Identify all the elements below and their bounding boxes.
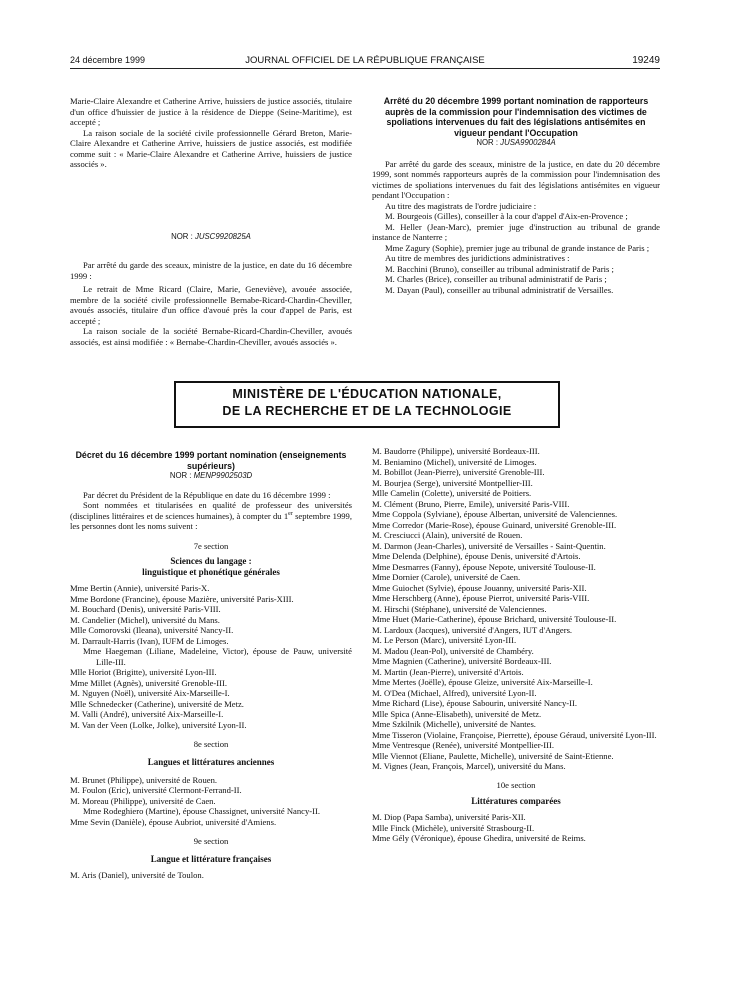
list-item: Mlle Spica (Anne-Elisabeth), université de Metz.: [372, 708, 542, 719]
paragraph: [70, 500, 352, 532]
nor-code: JUSC9920825A: [194, 231, 251, 241]
list-item: M. Vignes (Jean, François, Marcel), université du Mans.: [372, 761, 566, 771]
list-item: M. Valli (André), université Aix-Marseille-I.: [70, 709, 224, 719]
nor-label: NOR :: [171, 231, 193, 241]
list-item: Mlle Viennot (Eliane, Paulette, Michelle), université de Saint-Etienne.: [372, 750, 614, 761]
list-item: Mme Szkilnik (Michelle), université de Nantes.: [372, 719, 536, 729]
list-item: Mme Corredor (Marie-Rose), épouse Guinard, université Grenoble-III.: [372, 519, 617, 530]
paragraph-text: Sont nommées et titularisées en qualité de professeur des universités (disciplines littéraires et de sciences humaines), à compter du 1: [70, 500, 352, 521]
list-item: M. Van der Veen (Lolke, Jolke), université Lyon-II.: [70, 719, 247, 730]
section-subtitle: Langues et littératures anciennes: [147, 756, 275, 767]
nor-label: NOR :: [476, 138, 498, 147]
section-subtitle: linguistique et phonétique générales: [142, 567, 280, 577]
list-item: M. Bobillot (Jean-Pierre), université Grenoble-III.: [372, 467, 545, 477]
page-header: [70, 55, 660, 69]
nor-reference: [70, 232, 352, 243]
list-item: M. Diop (Papa Samba), université Paris-XII.: [372, 812, 526, 822]
nor-code: JUSA9900284A: [500, 138, 556, 147]
list-item: Mme Ventresque (Renée), université Montpellier-III.: [372, 740, 554, 750]
list-item: Mme Dornier (Carole), université de Caen.: [372, 572, 521, 582]
paragraph: Le retrait de Mme Ricard (Claire, Marie, Geneviève), avouée associée, membre de la société civile professionnelle Bernabe-Ricard-Chardin-Cheviller, avoués associés, titulaire d'un office d'avoué près la cour d'appel de Paris, est accepté ;: [70, 284, 352, 326]
list-item: M. Nguyen (Noël), université Aix-Marseille-I.: [70, 688, 230, 698]
list-item: Mme Richard (Lise), épouse Sabourin, université Nancy-II.: [372, 698, 577, 708]
list-item: M. Lardoux (Jacques), université d'Angers, IUT d'Angers.: [372, 624, 573, 635]
list-item: Mlle Schnedecker (Catherine), université de Metz.: [70, 698, 244, 709]
header-rule: [70, 68, 660, 69]
ministry-heading-line1: MINISTÈRE DE L'ÉDUCATION NATIONALE,: [232, 387, 502, 401]
header-date: 24 décembre 1999: [70, 55, 146, 65]
list-item: Mme Magnien (Catherine), université Bordeaux-III.: [372, 656, 552, 666]
list-item: M. Darmon (Jean-Charles), université de Versailles - Saint-Quentin.: [372, 540, 606, 551]
section-subtitle: Sciences du langage :: [170, 556, 252, 566]
list-item: Mme Rodeghiero (Martine), épouse Chassignet, université Nancy-II.: [83, 806, 320, 816]
column-right-bottom: [372, 446, 660, 844]
list-item: Mme Desmarres (Fanny), épouse Nepote, université Toulouse-II.: [372, 561, 596, 572]
list-item: Mme Zagury (Sophie), premier juge au tribunal de grande instance de Paris ;: [385, 242, 650, 253]
list-item: Mlle Horiot (Brigitte), université Lyon-III.: [70, 667, 217, 677]
list-item: M. Charles (Brice), conseiller au tribunal administratif de Paris ;: [385, 274, 607, 284]
list-item: M. Bacchini (Bruno), conseiller au tribunal administratif de Paris ;: [385, 263, 614, 274]
section-number: 9e section: [193, 836, 229, 846]
column-right-top: [372, 96, 660, 295]
list-item: M. Darrault-Harris (Ivan), IUFM de Limoges.: [70, 635, 229, 646]
list-item: M. Madou (Jean-Pol), université de Chambéry.: [372, 645, 534, 656]
nor-reference: [372, 138, 660, 149]
list-item: Mme Sevin (Danièle), épouse Aubriot, université d'Amiens.: [70, 816, 277, 827]
decree-title: Décret du 16 décembre 1999 portant nomination (enseignements supérieurs): [75, 450, 347, 471]
list-item: Mme Mertes (Joëlle), épouse Gleize, université Aix-Marseille-I.: [372, 677, 593, 687]
list-item: Mme Guiochet (Sylvie), épouse Jouanny, université Paris-XII.: [372, 582, 587, 593]
paragraph-text: septembre 1999, les personnes dont les noms suivent :: [70, 510, 352, 531]
paragraph: La raison sociale de la société Bernabe-Ricard-Chardin-Cheviller, avoués associés, est ainsi modifiée : « Bernabe-Chardin-Cheviller, avoués associés ».: [70, 326, 352, 347]
list-item: M. Cresciucci (Alain), université de Rouen.: [372, 530, 523, 540]
nor-code: MENP9902503D: [193, 471, 253, 480]
list-item: Mme Huet (Marie-Catherine), épouse Brichard, université Toulouse-II.: [372, 614, 617, 624]
decree-title: Arrêté du 20 décembre 1999 portant nomination de rapporteurs auprès de la commission pour l'indemnisation des victimes de spoliations intervenues du fait des législations antisémites en vigueur pendant l'Occupation: [383, 96, 649, 138]
paragraph: Marie-Claire Alexandre et Catherine Arrive, huissiers de justice associés, titulaire d'un office d'huissier de justice à la résidence de Dieppe (Seine-Maritime), est accepté ;: [70, 96, 352, 127]
header-journal-title: JOURNAL OFFICIEL DE LA RÉPUBLIQUE FRANÇAISE: [245, 55, 485, 66]
paragraph: Par décret du Président de la République en date du 16 décembre 1999 :: [83, 489, 331, 500]
section-number: 10e section: [496, 779, 536, 790]
list-item: M. Aris (Daniel), université de Toulon.: [70, 869, 204, 880]
list-item: Mme Gély (Véronique), épouse Ghedira, université de Reims.: [372, 833, 586, 843]
list-item: M. Clément (Bruno, Pierre, Emile), université Paris-VIII.: [372, 498, 570, 509]
nor-label: NOR :: [169, 471, 192, 480]
list-item: Mme Tisseron (Violaine, Françoise, Pierrette), épouse Géraud, université Lyon-III.: [372, 729, 657, 740]
list-item: M. Martin (Jean-Pierre), université d'Artois.: [372, 666, 524, 677]
list-item: Mme Haegeman (Liliane, Madeleine, Victor), épouse de Pauw, université Lille-III.: [83, 646, 352, 667]
list-item: M. Brunet (Philippe), université de Rouen.: [70, 774, 218, 785]
list-item: M. O'Dea (Michael, Alfred), université Lyon-II.: [372, 687, 537, 698]
list-item: Au titre des magistrats de l'ordre judiciaire :: [385, 200, 537, 211]
list-item: M. Bourgeois (Gilles), conseiller à la cour d'appel d'Aix-en-Provence ;: [385, 211, 628, 221]
list-item: Au titre de membres des juridictions administratives :: [385, 253, 570, 263]
section-subtitle: Littératures comparées: [471, 796, 561, 806]
list-item: Mlle Camelin (Colette), université de Poitiers.: [372, 488, 532, 498]
name-list: [372, 446, 660, 772]
list-item: M. Beniamino (Michel), université de Limoges.: [372, 456, 537, 467]
section-number: 8e section: [193, 739, 229, 749]
ministry-heading-box: [174, 381, 560, 428]
list-item: M. Foulon (Eric), université Clermont-Ferrand-II.: [70, 785, 242, 795]
column-left-bottom: [70, 450, 352, 880]
list-item: M. Dayan (Paul), conseiller au tribunal administratif de Versailles.: [385, 284, 614, 295]
list-item: Mlle Comorovski (Ileana), université Nancy-II.: [70, 625, 234, 635]
list-item: Mme Delenda (Delphine), épouse Denis, université d'Artois.: [372, 551, 581, 561]
nor-reference: [70, 471, 352, 482]
list-item: M. Heller (Jean-Marc), premier juge d'instruction au tribunal de grande instance de Nanterre ;: [372, 221, 660, 242]
ministry-heading-line2: DE LA RECHERCHE ET DE LA TECHNOLOGIE: [222, 404, 512, 418]
list-item: Mme Millet (Agnès), université Grenoble-III.: [70, 677, 228, 688]
list-item: Mme Bordone (Francine), épouse Mazière, université Paris-XIII.: [70, 593, 294, 604]
list-item: M. Moreau (Philippe), université de Caen.: [70, 795, 216, 806]
list-item: Mme Bertin (Annie), université Paris-X.: [70, 583, 210, 593]
superscript: er: [288, 510, 293, 517]
list-item: M. Hirschi (Stéphane), université de Valenciennes.: [372, 603, 547, 614]
paragraph: Par arrêté du garde des sceaux, ministre de la justice, en date du 20 décembre 1999, sont nommés rapporteurs auprès de la commission pour l'indemnisation des victimes de spoliations intervenues du fait des législations antisémites en vigueur pendant l'Occupation :: [372, 158, 660, 200]
list-item: M. Bouchard (Denis), université Paris-VIII.: [70, 604, 221, 614]
header-page-number: 19249: [632, 55, 660, 66]
section-subtitle: Langue et littérature françaises: [150, 853, 272, 864]
section-number: 7e section: [193, 540, 229, 551]
list-item: Mme Coppola (Sylviane), épouse Albertan, université de Valenciennes.: [372, 509, 618, 519]
list-item: M. Baudorre (Philippe), université Bordeaux-III.: [372, 446, 540, 456]
list-item: M. Bourjea (Serge), université Montpellier-III.: [372, 477, 533, 488]
list-item: Mme Herschberg (Anne), épouse Pierrot, université Paris-VIII.: [372, 593, 590, 603]
paragraph: La raison sociale de la société civile professionnelle Gérard Breton, Marie-Claire Alexandre et Catherine Arrive, huissiers de justice associés, est modifiée comme suit : « Marie-Claire Alexandre et Catherine Arrive, huissiers de justice associés ».: [70, 127, 352, 169]
list-item: Mlle Finck (Michèle), université Strasbourg-II.: [372, 822, 535, 833]
paragraph: Par arrêté du garde des sceaux, ministre de la justice, en date du 16 décembre 1999 :: [70, 260, 352, 281]
list-item: M. Candelier (Michel), université du Mans.: [70, 614, 220, 625]
list-item: M. Le Person (Marc), université Lyon-III.: [372, 635, 517, 645]
column-left-top: [70, 96, 352, 347]
